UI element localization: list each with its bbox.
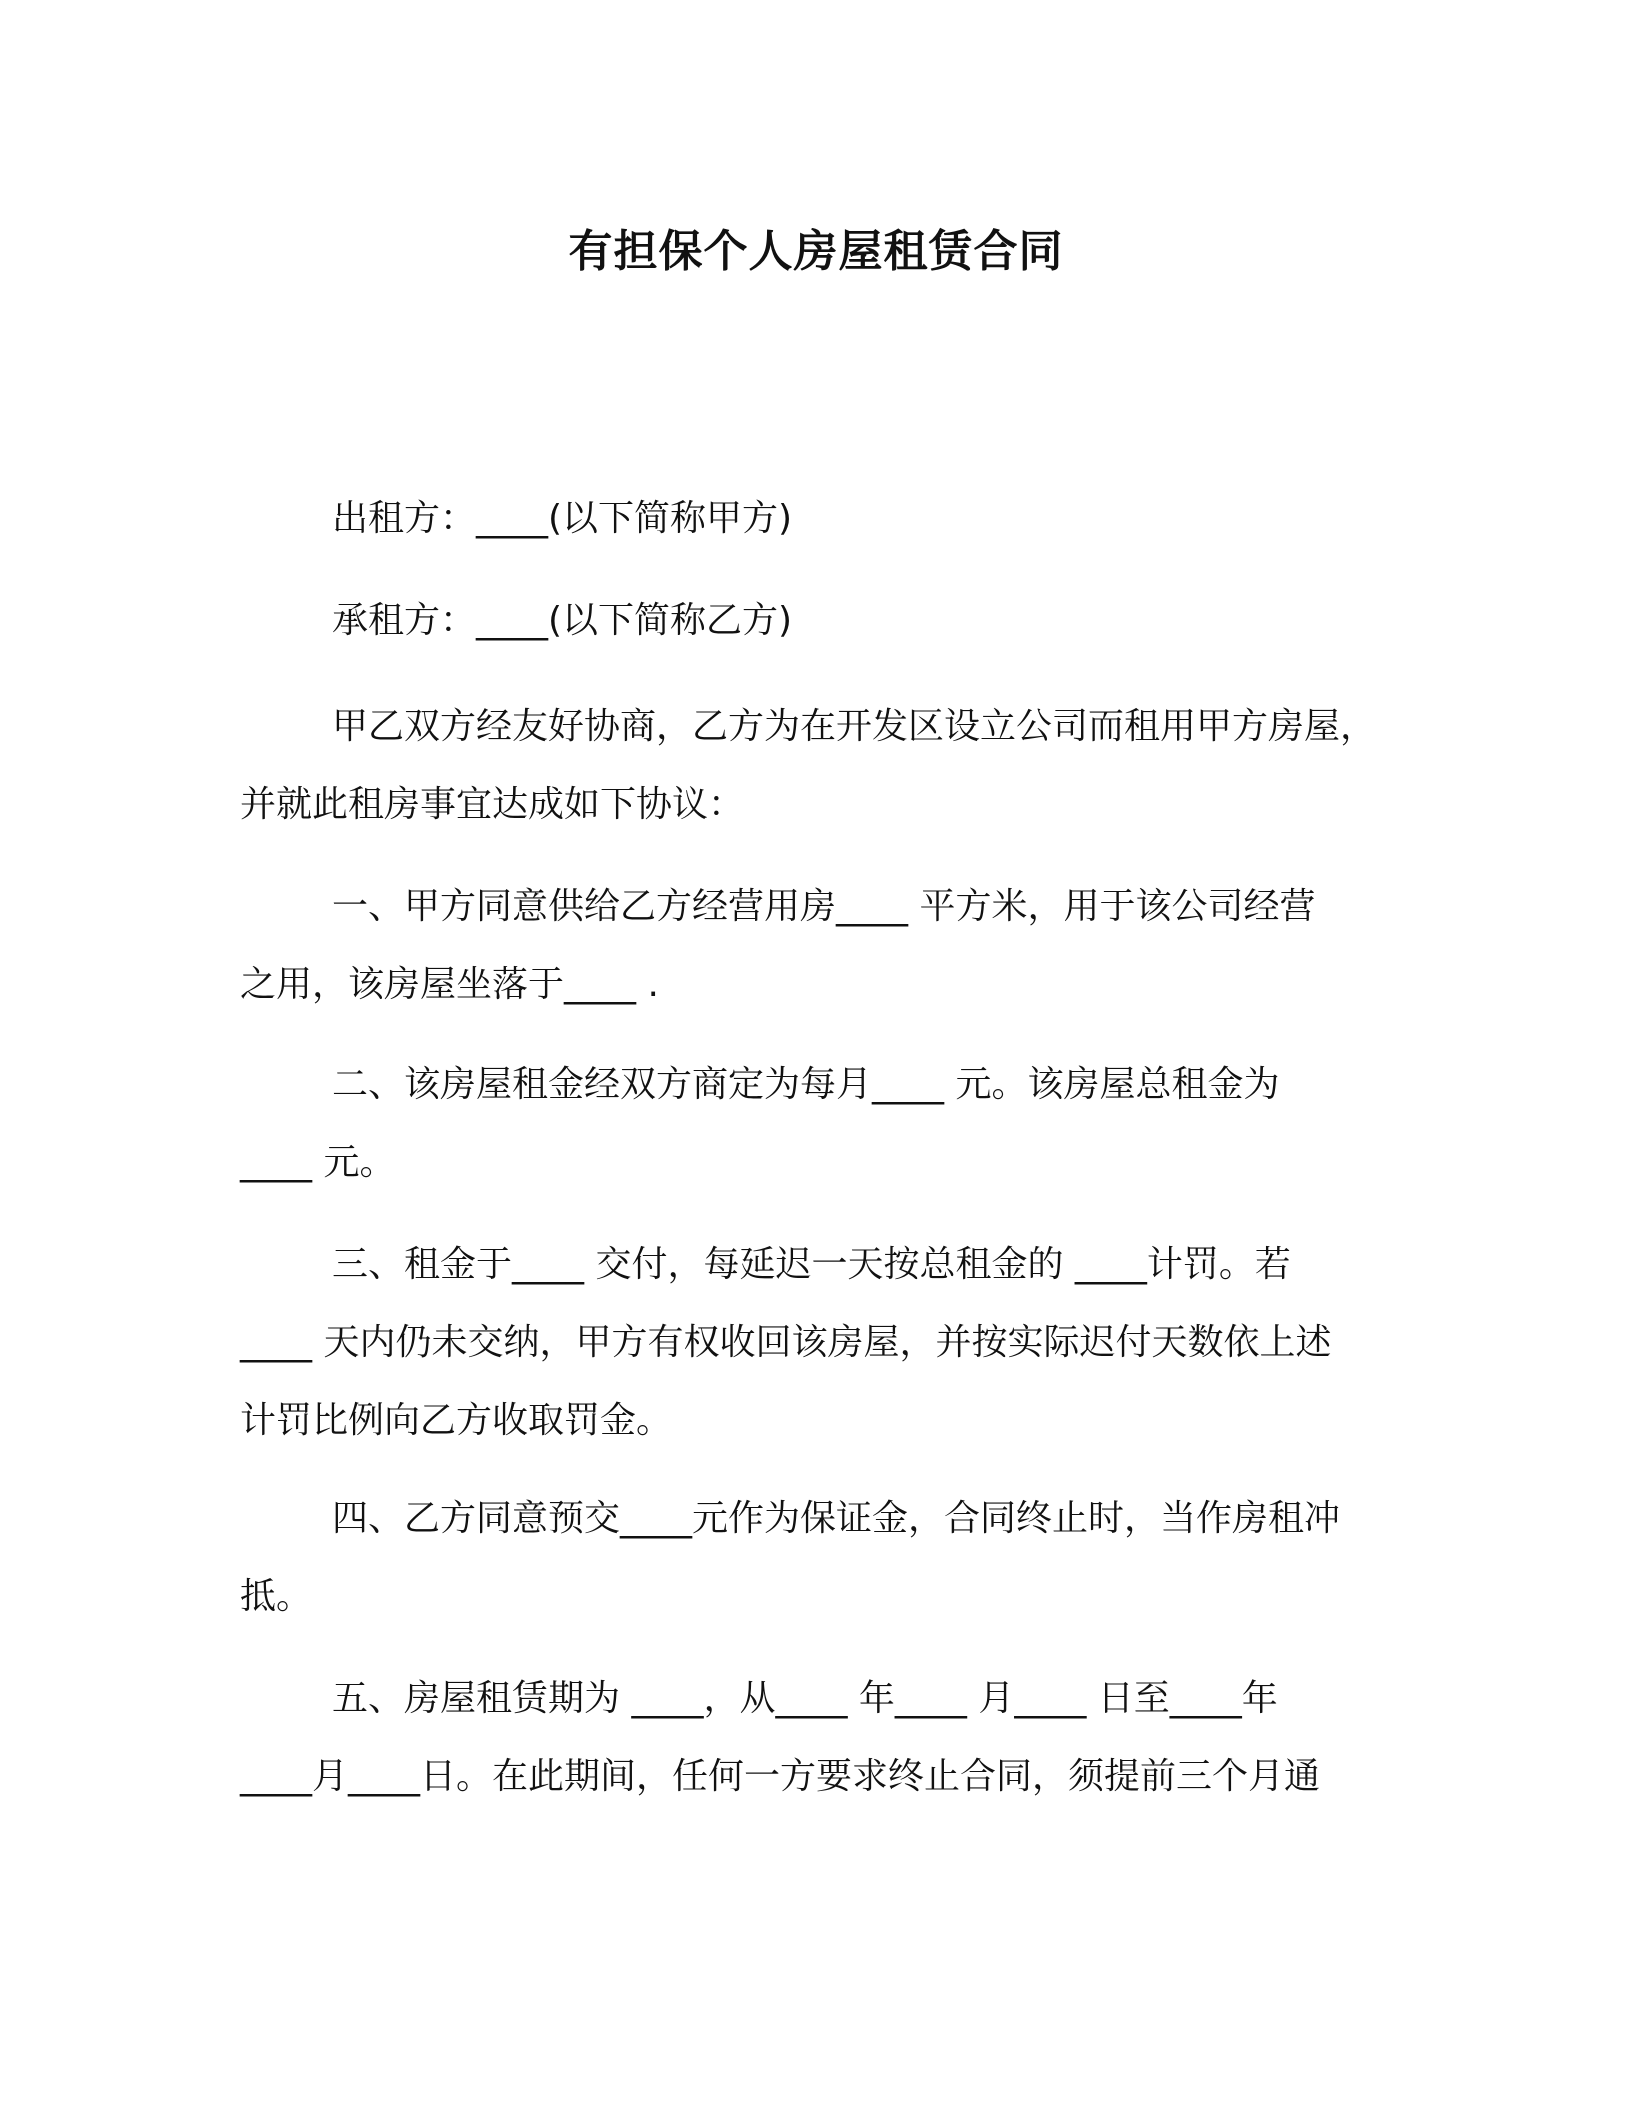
text-line: 承租方：____(以下简称乙方) (332, 600, 793, 641)
text-line: 四、乙方同意预交____元作为保证金，合同终止时，当作房租冲 (332, 1498, 1341, 1539)
paragraph-clause-4 (240, 1480, 1400, 1636)
paragraph-clause-3 (240, 1226, 1400, 1460)
paragraph-clause-5 (240, 1660, 1400, 1816)
paragraph-clause-1 (240, 868, 1400, 1024)
paragraph-lessee (240, 582, 1400, 660)
text-line: ____月____日。在此期间，任何一方要求终止合同，须提前三个月通 (240, 1756, 1321, 1797)
text-line: 三、租金于____ 交付，每延迟一天按总租金的 ____计罚。若 (332, 1244, 1291, 1285)
text-line: 抵。 (240, 1576, 313, 1617)
text-line: 一、甲方同意供给乙方经营用房____ 平方米，用于该公司经营 (332, 886, 1316, 927)
paragraph-lessor (240, 480, 1400, 558)
text-line: 出租方：____(以下简称甲方) (332, 498, 793, 539)
text-line: 五、房屋租赁期为 ____，从____ 年____ 月____ 日至____年 (332, 1678, 1278, 1719)
text-line: 之用，该房屋坐落于____ . (240, 964, 659, 1005)
text-line: ____ 天内仍未交纳，甲方有权收回该房屋，并按实际迟付天数依上述 (240, 1322, 1332, 1363)
text-line: 计罚比例向乙方收取罚金。 (240, 1400, 673, 1441)
paragraph-preamble (240, 688, 1400, 844)
text-line: 并就此租房事宜达成如下协议： (240, 784, 745, 825)
text-line: 二、该房屋租金经双方商定为每月____ 元。该房屋总租金为 (332, 1064, 1280, 1105)
text-line: ____ 元。 (240, 1142, 396, 1183)
paragraph-clause-2 (240, 1046, 1400, 1202)
document-title: 有担保个人房屋租赁合同 (568, 226, 1064, 277)
text-line: 甲乙双方经友好协商，乙方为在开发区设立公司而租用甲方房屋， (332, 706, 1377, 747)
